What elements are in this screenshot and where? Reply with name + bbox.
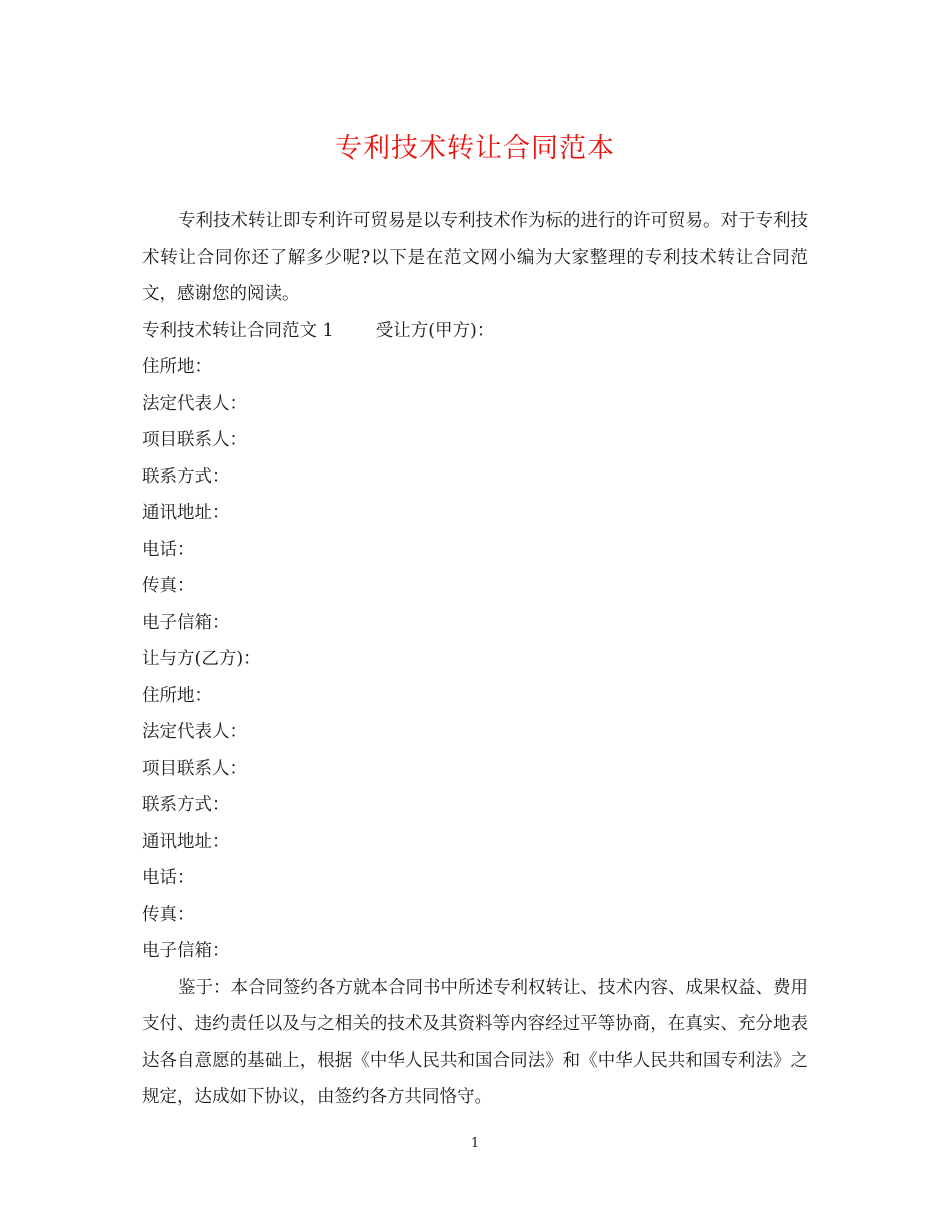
section-heading: 专利技术转让合同范文 1 (142, 320, 334, 341)
party-a-legal-rep: 法定代表人： (142, 393, 247, 414)
section-heading-line (142, 313, 808, 350)
page-number: 1 (470, 1136, 480, 1151)
party-a-fax: 传真： (142, 576, 195, 596)
party-b-email: 电子信箱： (142, 941, 230, 961)
party-a-phone: 电话： (142, 539, 195, 560)
intro-paragraph: 专利技术转让即专利许可贸易是以专利技术作为标的进行的许可贸易。对于专利技术转让合同你还了解多少呢?以下是在范文网小编为大家整理的专利技术转让合同范文，感谢您的阅读。 (142, 211, 808, 304)
document-body (142, 203, 808, 1116)
party-a-mailing-address: 通讯地址： (142, 503, 230, 523)
party-b-fax: 传真： (142, 904, 195, 925)
party-a-contact-method: 联系方式： (142, 466, 230, 487)
party-b-legal-rep: 法定代表人： (142, 722, 247, 742)
party-b-label: 让与方(乙方)： (142, 649, 261, 669)
party-a-project-contact: 项目联系人： (142, 430, 247, 450)
party-b-address: 住所地： (142, 685, 212, 706)
party-a-address: 住所地： (142, 357, 212, 377)
party-b-contact-method: 联系方式： (142, 795, 230, 815)
party-b-phone: 电话： (142, 868, 195, 888)
document-title: 专利技术转让合同范本 (335, 133, 615, 164)
whereas-paragraph: 鉴于：本合同签约各方就本合同书中所述专利权转让、技术内容、成果权益、费用支付、违约责任以及与之相关的技术及其资料等内容经过平等协商，在真实、充分地表达各自意愿的基础上，根据《中华人民共和国合同法》和《中华人民共和国专利法》之规定，达成如下协议，由签约各方共同恪守。 (142, 977, 808, 1107)
party-b-mailing-address: 通讯地址： (142, 831, 230, 852)
party-b-project-contact: 项目联系人： (142, 758, 247, 779)
party-a-email: 电子信箱： (142, 612, 230, 633)
party-a-label: 受让方(甲方)： (375, 320, 495, 341)
